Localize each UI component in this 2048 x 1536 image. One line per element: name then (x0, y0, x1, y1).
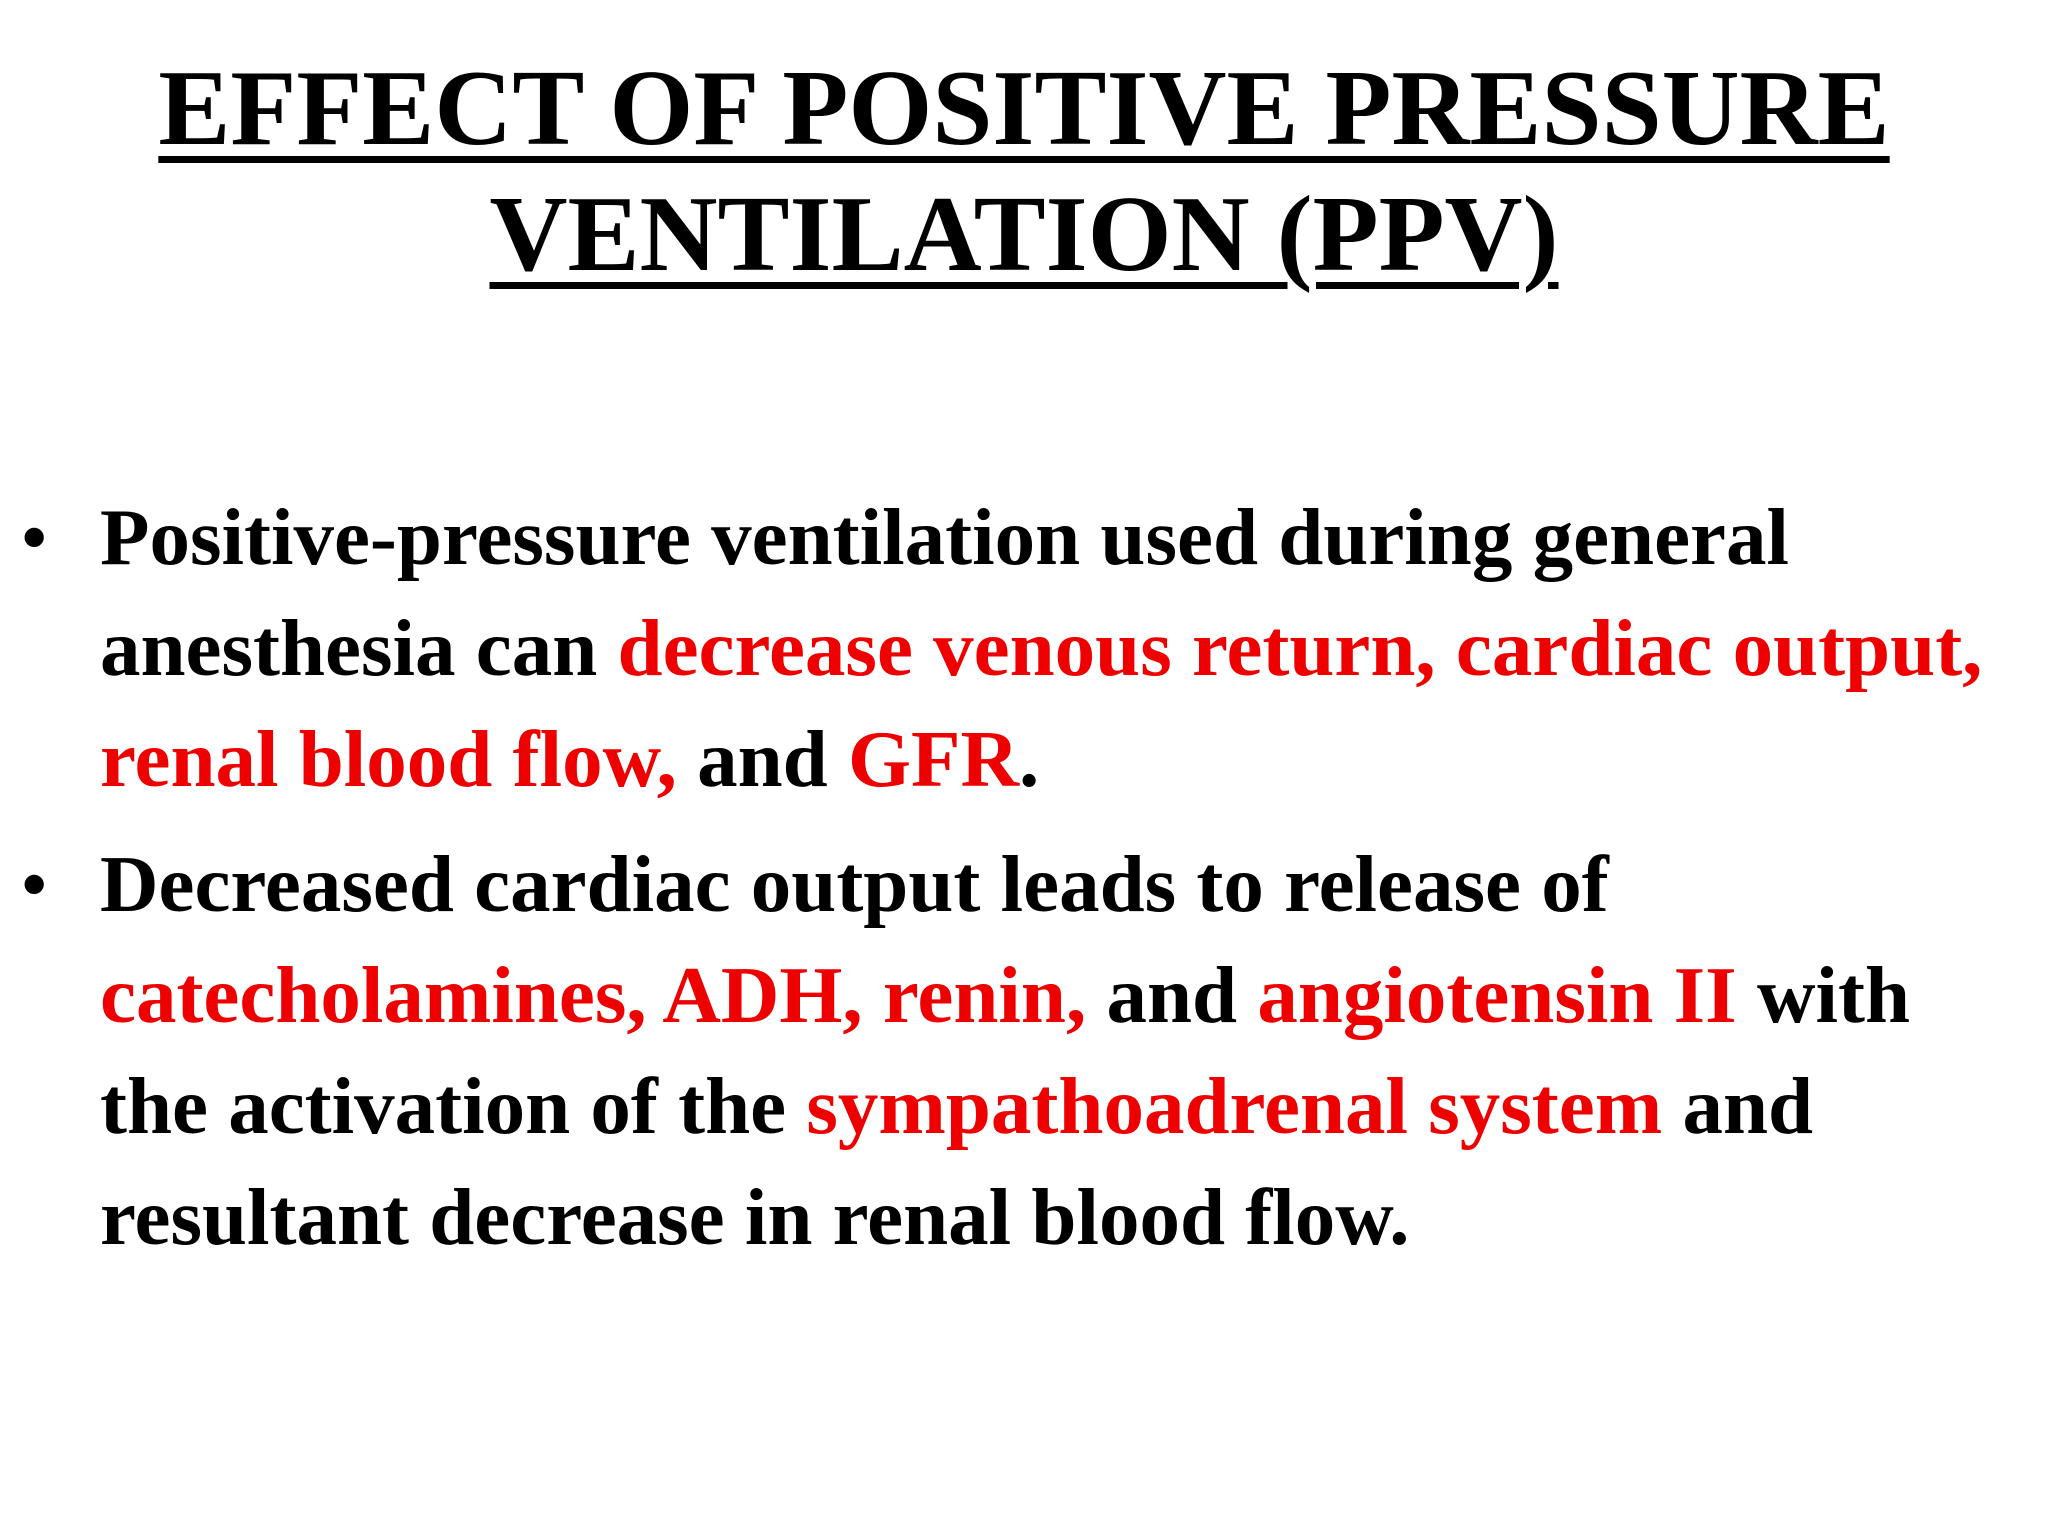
bullet-2-text-4: and resultant decrease in renal blood flow. (100, 1061, 1814, 1262)
bullet-2-text-2: and (1086, 950, 1258, 1040)
bullet-2-text-1: Decreased cardiac output leads to release of (100, 839, 1609, 929)
bullet-1-highlight-1: decrease venous return, cardiac output, renal blood flow, (100, 603, 1983, 804)
bullet-icon: • (20, 839, 49, 929)
bullet-2-highlight-1: catecholamines, ADH, renin, (100, 950, 1087, 1040)
bullet-item-cardiac-output (0, 829, 2048, 1273)
bullet-1-highlight-2: GFR (847, 714, 1019, 804)
bullet-2-highlight-2: angiotensin II (1257, 950, 1737, 1040)
bullet-2-highlight-3: sympathoadrenal system (806, 1061, 1663, 1151)
title-line-2: VENTILATION (PPV) (489, 175, 1559, 294)
bullet-1-text-1: Positive-pressure ventilation used during general anesthesia can (100, 492, 1790, 693)
bullet-item-ppv-effects (0, 482, 2048, 815)
bullet-list (0, 482, 2048, 1273)
bullet-2-text-3: with the activation of the (100, 950, 1910, 1151)
slide-title (0, 46, 2048, 298)
bullet-1-text-3: . (1018, 714, 1040, 804)
title-line-1: EFFECT OF POSITIVE PRESSURE (158, 49, 1890, 168)
bullet-icon: • (20, 492, 49, 582)
bullet-1-text-2: and (676, 714, 848, 804)
